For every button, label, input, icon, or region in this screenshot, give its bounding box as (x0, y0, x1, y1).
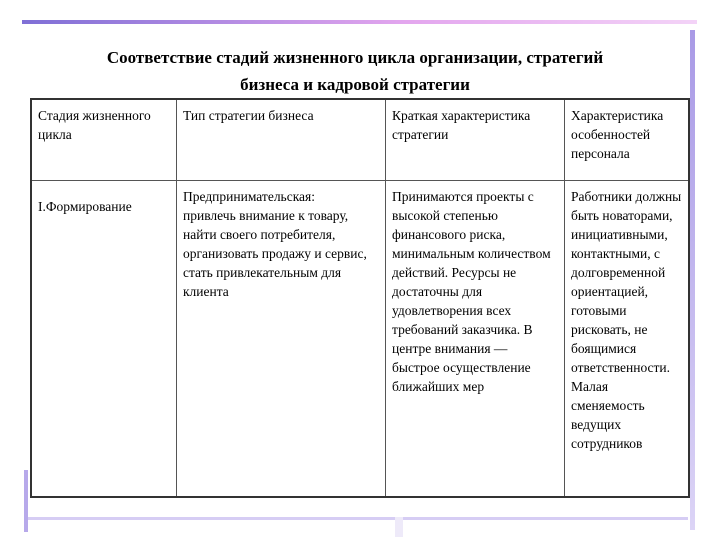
cell-strategy-type (177, 181, 386, 498)
decor-line-top (22, 20, 405, 24)
decor-line-left (24, 470, 28, 532)
slide-title (30, 44, 680, 98)
strategy-type-text: привлечь внимание к товару, найти своего потребителя, организовать продажу и сервис, стать привлекательным для клиента (183, 208, 367, 299)
decor-line-bottom (28, 517, 688, 520)
slide-title-line1: Соответствие стадий жизненного цикла организации, стратегий (106, 48, 604, 67)
table-row (31, 181, 689, 498)
strategy-type-name: Предпринимательская: (183, 189, 316, 204)
header-personnel: Характеристика особенностей персонала (565, 99, 690, 181)
decor-line-right (690, 30, 695, 530)
slide-title-line2: бизнеса и кадровой стратегии (240, 75, 470, 94)
decor-line-top-right (405, 20, 697, 24)
header-strategy-summary: Краткая характеристика стратегии (386, 99, 565, 181)
table-header-row (31, 99, 689, 181)
header-stage: Стадия жизненного цикла (31, 99, 177, 181)
decor-mark-bottom (395, 517, 403, 537)
cell-stage (31, 181, 177, 498)
cell-strategy-summary: Принимаются проекты с высокой степенью финансового риска, минимальным количеством действий. Ресурсы не достаточны для удовлетворения всех требований заказчика. В центре внимания — быстрое осуществление ближайших мер (386, 181, 565, 498)
stage-name: I.Формирование (38, 199, 132, 214)
cell-personnel: Работники должны быть новаторами, инициативными, контактными, с долговременной ориентацией, готовыми рисковать, не боящимися ответственности. Малая сменяемость ведущих сотрудников (565, 181, 690, 498)
header-strategy-type: Тип стратегии бизнеса (177, 99, 386, 181)
lifecycle-strategy-table (30, 98, 690, 498)
